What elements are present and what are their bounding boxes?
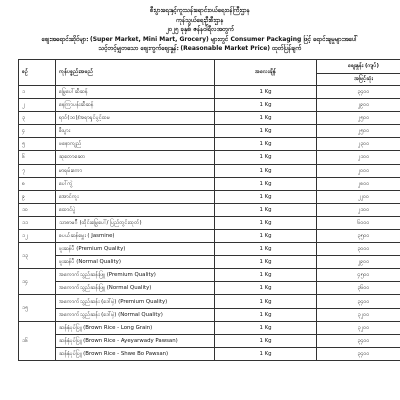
row-number: ၂ bbox=[19, 99, 56, 112]
table-row bbox=[19, 151, 400, 164]
product-name: စီးပွား bbox=[56, 125, 215, 138]
max-price: ၄၅၀၀ bbox=[317, 269, 400, 282]
max-price: ၂၅၀၀ bbox=[317, 112, 400, 125]
max-price: ၃၂၀၀ bbox=[317, 308, 400, 321]
unit-weight: 1 Kg bbox=[215, 295, 317, 308]
table-row bbox=[19, 164, 400, 177]
table-row bbox=[19, 230, 400, 243]
row-number: ၆ bbox=[19, 151, 56, 164]
row-number: ၉ bbox=[19, 190, 56, 203]
max-price: ၂၉၀၀ bbox=[317, 99, 400, 112]
row-number: ၁၃ bbox=[19, 243, 56, 269]
row-number: ၁၀ bbox=[19, 203, 56, 216]
unit-weight: 1 Kg bbox=[215, 269, 317, 282]
row-number: ၁၄ bbox=[19, 269, 56, 295]
max-price: ၂၉၀၀ bbox=[317, 256, 400, 269]
product-name: ဆန်နှံပုပ်ပြူ (Brown Rice - Ayeyarwady Pawsan) bbox=[56, 334, 215, 347]
unit-weight: 1 Kg bbox=[215, 99, 317, 112]
unit-weight: 1 Kg bbox=[215, 177, 317, 190]
max-price: ၂၀၀၀ bbox=[317, 164, 400, 177]
col-header-price: စျေးနှုန်း (ကျပ်) bbox=[317, 59, 400, 73]
row-number: ၁၁ bbox=[19, 216, 56, 229]
max-price: ၃၄၀၀ bbox=[317, 334, 400, 347]
table-row bbox=[19, 112, 400, 125]
product-name: ထောင်ပွဲ bbox=[56, 203, 215, 216]
product-name: ဆန်နှံပုပ်ပြူ (Brown Rice - Shwe Bo Pawsan) bbox=[56, 347, 215, 360]
product-name: သာဓာမဂ်ီ (ထိုင်းမြွေပေါ်/ ပြည်တွင်းထုတ်) bbox=[56, 216, 215, 229]
max-price: ၂၃၀၀ bbox=[317, 138, 400, 151]
product-name: အကောက်သွည်ဆန်းဖြူ (Normal Quality) bbox=[56, 282, 215, 295]
row-number: ၄ bbox=[19, 125, 56, 138]
table-row bbox=[19, 125, 400, 138]
table-row bbox=[19, 99, 400, 112]
product-name: ပေါ်ကွဲ bbox=[56, 177, 215, 190]
product-name: ဖူးဆန်ပီ (Normal Quality) bbox=[56, 256, 215, 269]
product-name: ဆုတောခေတ bbox=[56, 151, 215, 164]
announcement-title: သင့်တင့်မျှတသော စျေးကွက်စျေးနှုန်း (Reasonable Market Price) ထုတ်ပြန်ချက် bbox=[98, 45, 302, 53]
unit-weight: 1 Kg bbox=[215, 334, 317, 347]
col-header-name: ကုန်ပစ္စည်းအမည် bbox=[56, 59, 215, 85]
unit-weight: 1 Kg bbox=[215, 125, 317, 138]
table-row bbox=[19, 190, 400, 203]
product-name: အကောက်သွည်ဆန်းဖြူ (Premium Quality) bbox=[56, 269, 215, 282]
product-name: မာရမ်းကော bbox=[56, 164, 215, 177]
unit-weight: 1 Kg bbox=[215, 190, 317, 203]
row-number: ၁ bbox=[19, 85, 56, 98]
unit-weight: 1 Kg bbox=[215, 138, 317, 151]
table-row bbox=[19, 138, 400, 151]
unit-weight: 1 Kg bbox=[215, 85, 317, 98]
row-number: ၃ bbox=[19, 112, 56, 125]
product-name: မြွေပေါ်ဆီဆန် bbox=[56, 85, 215, 98]
unit-weight: 1 Kg bbox=[215, 151, 317, 164]
max-price: ၃၄၀၀ bbox=[317, 295, 400, 308]
max-price: ၂၈၀၀ bbox=[317, 177, 400, 190]
unit-weight: 1 Kg bbox=[215, 321, 317, 334]
col-header-price-max: အမြင့်ဆုံး bbox=[317, 73, 400, 85]
unit-weight: 1 Kg bbox=[215, 230, 317, 243]
table-row bbox=[19, 295, 400, 308]
row-number: ၁၅ bbox=[19, 295, 56, 321]
max-price: ၃၅၀၀ bbox=[317, 230, 400, 243]
max-price: ၂၂၀၀ bbox=[317, 190, 400, 203]
department-title: ကုန်သွယ်ရေးဦးစီးဌာန bbox=[176, 16, 224, 24]
unit-weight: 1 Kg bbox=[215, 216, 317, 229]
ministry-title: စီးပွားရေးနှင့်ကူးသန်းရောင်းဝယ်ရေးဝန်ကြီးဌာန bbox=[149, 7, 250, 14]
row-number: ၁၆ bbox=[19, 321, 56, 360]
max-price: ၃၀၀၀ bbox=[317, 243, 400, 256]
scope-title: စျေးအရောင်းဆိုင်များ (Super Market, Mini Mart, Grocery) များတွင် Consumer Packaging ဖြင့် ရောင်းချမှုများအပေါ် bbox=[41, 35, 359, 43]
product-name: အကောက်သွည်ဆန်း (ဒေါ်မှဲ) (Premium Quality) bbox=[56, 295, 215, 308]
max-price: ၃၆၀၀ bbox=[317, 282, 400, 295]
row-number: ၅ bbox=[19, 138, 56, 151]
price-table bbox=[18, 59, 400, 361]
col-header-unit: အလေးချိန် bbox=[215, 59, 317, 85]
max-price: ၃၂၀၀ bbox=[317, 321, 400, 334]
product-name: အကောက်သွည်ဆန်း (ဒေါ်မှဲ) (Normal Quality) bbox=[56, 308, 215, 321]
product-name: စပယ်ဆန်မွှေး ( Jasmine) bbox=[56, 230, 215, 243]
unit-weight: 1 Kg bbox=[215, 243, 317, 256]
table-row bbox=[19, 347, 400, 360]
table-row bbox=[19, 269, 400, 282]
max-price: ၂၁၀၀ bbox=[317, 151, 400, 164]
product-name: ဆန်နှံပုပ်ပြူ (Brown Rice - Long Grain) bbox=[56, 321, 215, 334]
unit-weight: 1 Kg bbox=[215, 164, 317, 177]
table-row bbox=[19, 216, 400, 229]
unit-weight: 1 Kg bbox=[215, 308, 317, 321]
col-header-no: စဉ် bbox=[19, 59, 56, 85]
max-price: ၃၄၀၀ bbox=[317, 347, 400, 360]
table-row bbox=[19, 243, 400, 256]
product-name: ဖူးဆန်ပီ (Premium Quality) bbox=[56, 243, 215, 256]
table-row bbox=[19, 85, 400, 98]
table-row bbox=[19, 282, 400, 295]
max-price: ၆၀၀၀ bbox=[317, 216, 400, 229]
table-row bbox=[19, 334, 400, 347]
product-name: ဖနောကျည် bbox=[56, 138, 215, 151]
unit-weight: 1 Kg bbox=[215, 112, 317, 125]
table-row bbox=[19, 203, 400, 216]
row-number: ၁၂ bbox=[19, 230, 56, 243]
unit-weight: 1 Kg bbox=[215, 256, 317, 269]
table-body bbox=[19, 85, 400, 360]
table-row bbox=[19, 256, 400, 269]
unit-weight: 1 Kg bbox=[215, 282, 317, 295]
unit-weight: 1 Kg bbox=[215, 203, 317, 216]
max-price: ၂၁၀၀ bbox=[317, 203, 400, 216]
row-number: ၈ bbox=[19, 177, 56, 190]
table-row bbox=[19, 321, 400, 334]
period-title: ၂၀၂၅ ခုနှစ်၊ ဇန်နဝါရီလအတွက် bbox=[165, 26, 235, 34]
product-name: နေကြာပန်းဆီဆန် bbox=[56, 99, 215, 112]
table-row bbox=[19, 308, 400, 321]
product-name: အောင်ကူး bbox=[56, 190, 215, 203]
max-price: ၂၅၀၀ bbox=[317, 125, 400, 138]
row-number: ၇ bbox=[19, 164, 56, 177]
max-price: ၃၄၀၀ bbox=[317, 85, 400, 98]
document-header bbox=[18, 6, 382, 54]
product-name: ရာဝ်(၁၀)/အရာရှင်ပွင့်ထမ bbox=[56, 112, 215, 125]
table-row bbox=[19, 177, 400, 190]
unit-weight: 1 Kg bbox=[215, 347, 317, 360]
